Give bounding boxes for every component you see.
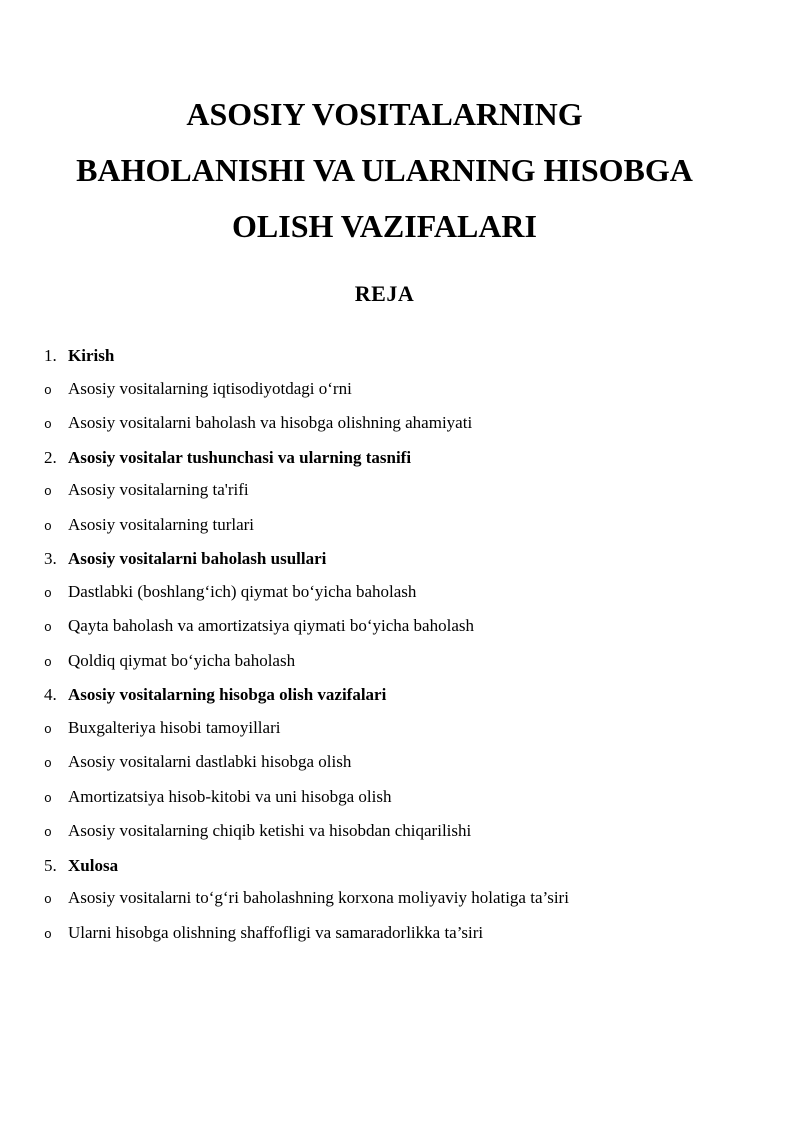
outline-item-text: Buxgalteriya hisobi tamoyillari — [68, 717, 281, 737]
outline-item-text: Asosiy vositalarning ta'rifi — [68, 480, 249, 499]
outline-item — [44, 712, 725, 747]
list-marker: o — [44, 417, 52, 432]
list-marker: 4. — [44, 685, 57, 704]
outline-item-text: Amortizatsiya hisob-kitobi va uni hisobga olish — [68, 786, 392, 806]
outline-item-text: Kirish — [68, 346, 115, 365]
outline-item-text: Qoldiq qiymat bo‘yicha baholash — [68, 650, 296, 670]
list-marker: o — [44, 654, 52, 670]
list-marker: 3. — [44, 549, 57, 568]
outline-item-text: Asosiy vositalarni baholash va hisobga olishning ahamiyati — [68, 413, 473, 432]
outline-item — [44, 509, 725, 544]
outline-item-text: Asosiy vositalarning turlari — [68, 514, 255, 534]
outline-item-text: Asosiy vositalarni to‘g‘ri baholashning korxona moliyaviy holatiga ta’siri — [68, 888, 569, 907]
outline-item-text: Asosiy vositalarning iqtisodiyotdagi o‘rni — [68, 378, 352, 398]
outline-item — [44, 645, 725, 680]
outline-item — [44, 576, 725, 611]
outline-item — [44, 474, 725, 509]
list-marker: o — [44, 518, 52, 534]
outline-list — [44, 340, 725, 951]
outline-item-text: Qayta baholash va amortizatsiya qiymati bo‘yicha baholash — [68, 616, 474, 635]
list-marker: 2. — [44, 447, 57, 467]
outline-item — [44, 882, 725, 917]
list-marker: o — [44, 926, 52, 942]
outline-item — [44, 917, 725, 952]
outline-item-text: Dastlabki (boshlang‘ich) qiymat bo‘yicha baholash — [68, 581, 417, 601]
outline-item-text: Asosiy vositalarni dastlabki hisobga olish — [68, 752, 352, 771]
document-title-line-3: OLISH VAZIFALARI — [232, 208, 537, 244]
outline-item-text: Asosiy vositalarni baholash usullari — [68, 549, 327, 568]
list-marker: o — [44, 620, 52, 635]
outline-item-text: Xulosa — [68, 855, 119, 875]
outline-item-text: Asosiy vositalarning hisobga olish vazifalari — [68, 685, 387, 704]
list-marker: o — [44, 892, 52, 907]
list-marker: o — [44, 721, 52, 737]
outline-item — [44, 543, 725, 576]
outline-heading: REJA — [354, 281, 415, 306]
outline-item — [44, 442, 725, 475]
outline-item-text: Asosiy vositalar tushunchasi va ularning tasnifi — [68, 447, 412, 467]
outline-item — [44, 340, 725, 373]
list-marker: o — [44, 790, 52, 806]
outline-item — [44, 850, 725, 883]
list-marker: o — [44, 825, 52, 840]
list-marker: o — [44, 585, 52, 601]
outline-item — [44, 373, 725, 408]
list-marker: 1. — [44, 346, 57, 365]
document-title — [44, 0, 725, 254]
outline-item — [44, 746, 725, 781]
outline-item — [44, 407, 725, 442]
list-marker: o — [44, 382, 52, 398]
outline-item — [44, 781, 725, 816]
list-marker: o — [44, 484, 52, 499]
outline-item — [44, 815, 725, 850]
outline-item-text: Ularni hisobga olishning shaffofligi va samaradorlikka ta’siri — [68, 922, 484, 942]
document-title-line-1: ASOSIY VOSITALARNING — [186, 96, 583, 132]
document-title-line-2: BAHOLANISHI VA ULARNING HISOBGA — [76, 152, 693, 188]
outline-item-text: Asosiy vositalarning chiqib ketishi va hisobdan chiqarilishi — [68, 821, 472, 840]
list-marker: o — [44, 756, 52, 771]
outline-item — [44, 679, 725, 712]
list-marker: 5. — [44, 855, 57, 875]
outline-item — [44, 610, 725, 645]
